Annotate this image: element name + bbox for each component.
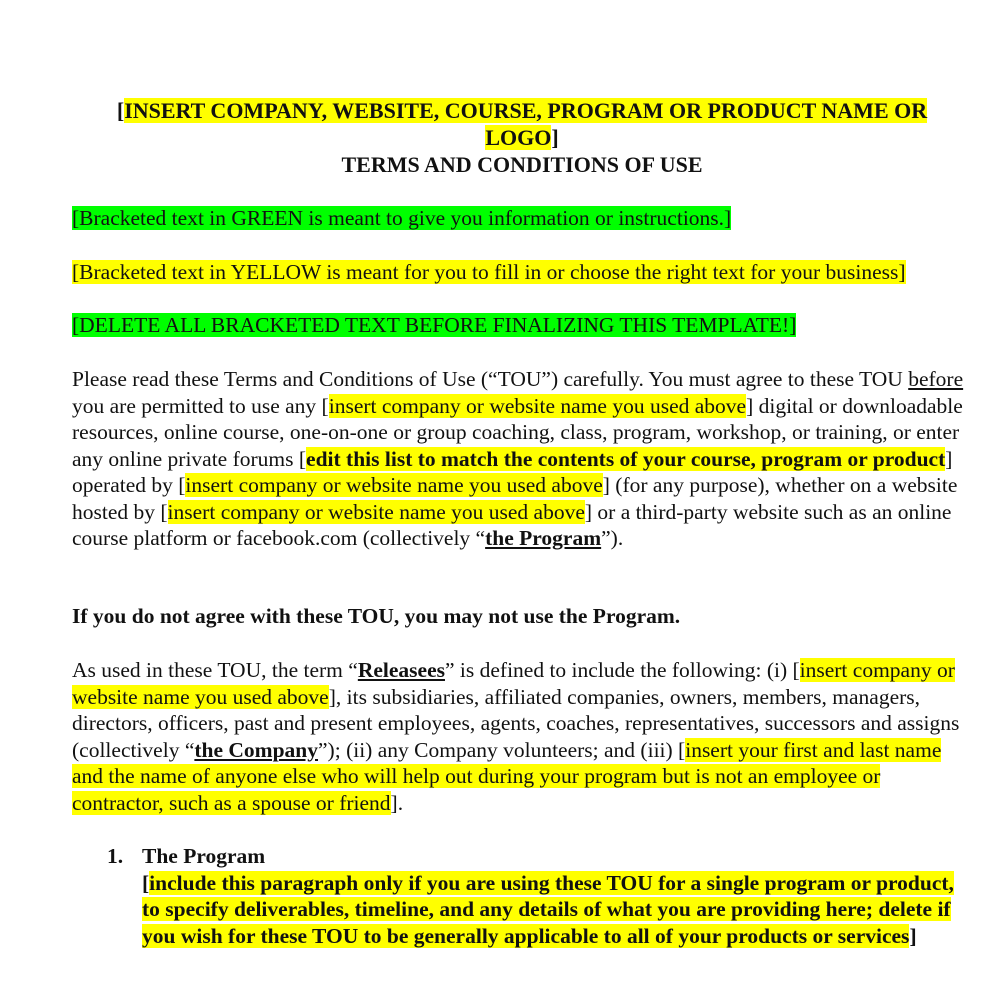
document-title: [72, 97, 972, 178]
fill-in-company-name: insert company or website name you used above: [72, 658, 955, 709]
agreement-warning: If you do not agree with these TOU, you may not use the Program.: [72, 604, 681, 628]
releasees-paragraph: As used in these TOU, the term “Releasees” is defined to include the following: (i) [insert company or website name you used above], its subsidiaries, affiliated companies, owners, members, managers, directors, officers, past and present employees, agents, coaches, representatives, successors and assigns (collectively “the Company”); (ii) any Company volunteers; and (iii) [insert your first and last name and the name of anyone else who will help out during your program but is not an employee or contractor, such as a spouse or friend].: [72, 658, 960, 815]
delete-instruction-note: [DELETE ALL BRACKETED TEXT BEFORE FINALIZING THIS TEMPLATE!]: [72, 313, 797, 337]
title-line-2: LOGO]: [485, 125, 559, 150]
defined-term-releasees: Releasees: [357, 658, 445, 682]
document-subtitle: TERMS AND CONDITIONS OF USE: [341, 152, 703, 177]
section-body: [142, 843, 967, 949]
intro-paragraph: Please read these Terms and Conditions of Use (“TOU”) carefully. You must agree to these TOU before you are permitted to use any [insert company or website name you used above] digital or downloadable resources, online course, one-on-one or group coaching, class, program, workshop, or training, or enter any online private forums [edit this list to match the contents of your course, program or product] operated by [insert company or website name you used above] (for any purpose), whether on a website hosted by [insert company or website name you used above] or a third-party website such as an online course platform or facebook.com (collectively “the Program”).: [72, 367, 964, 550]
defined-term-program: the Program: [485, 526, 602, 550]
green-instruction-note: [Bracketed text in GREEN is meant to give you information or instructions.]: [72, 206, 732, 230]
title-line-1: [INSERT COMPANY, WEBSITE, COURSE, PROGRAM OR PRODUCT NAME OR: [116, 98, 928, 123]
section-instruction: [include this paragraph only if you are using these TOU for a single program or product, to specify deliverables, timeline, and any details of what you are providing here; delete if you wish for these TOU to be generally applicable to all of your products or services]: [142, 870, 954, 948]
fill-in-company-name: insert company or website name you used above: [328, 393, 747, 418]
fill-in-company-name: insert company or website name you used above: [167, 499, 585, 524]
fill-in-list-contents: edit this list to match the contents of your course, program or product: [306, 446, 946, 471]
yellow-instruction-note: [Bracketed text in YELLOW is meant for you to fill in or choose the right text for your business]: [72, 260, 906, 284]
defined-term-company: the Company: [194, 737, 319, 762]
title-placeholder-logo: LOGO: [485, 125, 552, 150]
fill-in-company-name: insert company or website name you used above: [185, 473, 603, 497]
fill-in-helper-names: insert your first and last name and the name of anyone else who will help out during your program but is not an employee or contractor, such as a spouse or friend: [72, 737, 942, 815]
title-placeholder: INSERT COMPANY, WEBSITE, COURSE, PROGRAM OR PRODUCT NAME OR: [124, 98, 928, 123]
section-number: 1.: [107, 844, 124, 868]
before-emphasis: before: [908, 367, 964, 391]
section-heading: The Program: [142, 844, 266, 868]
